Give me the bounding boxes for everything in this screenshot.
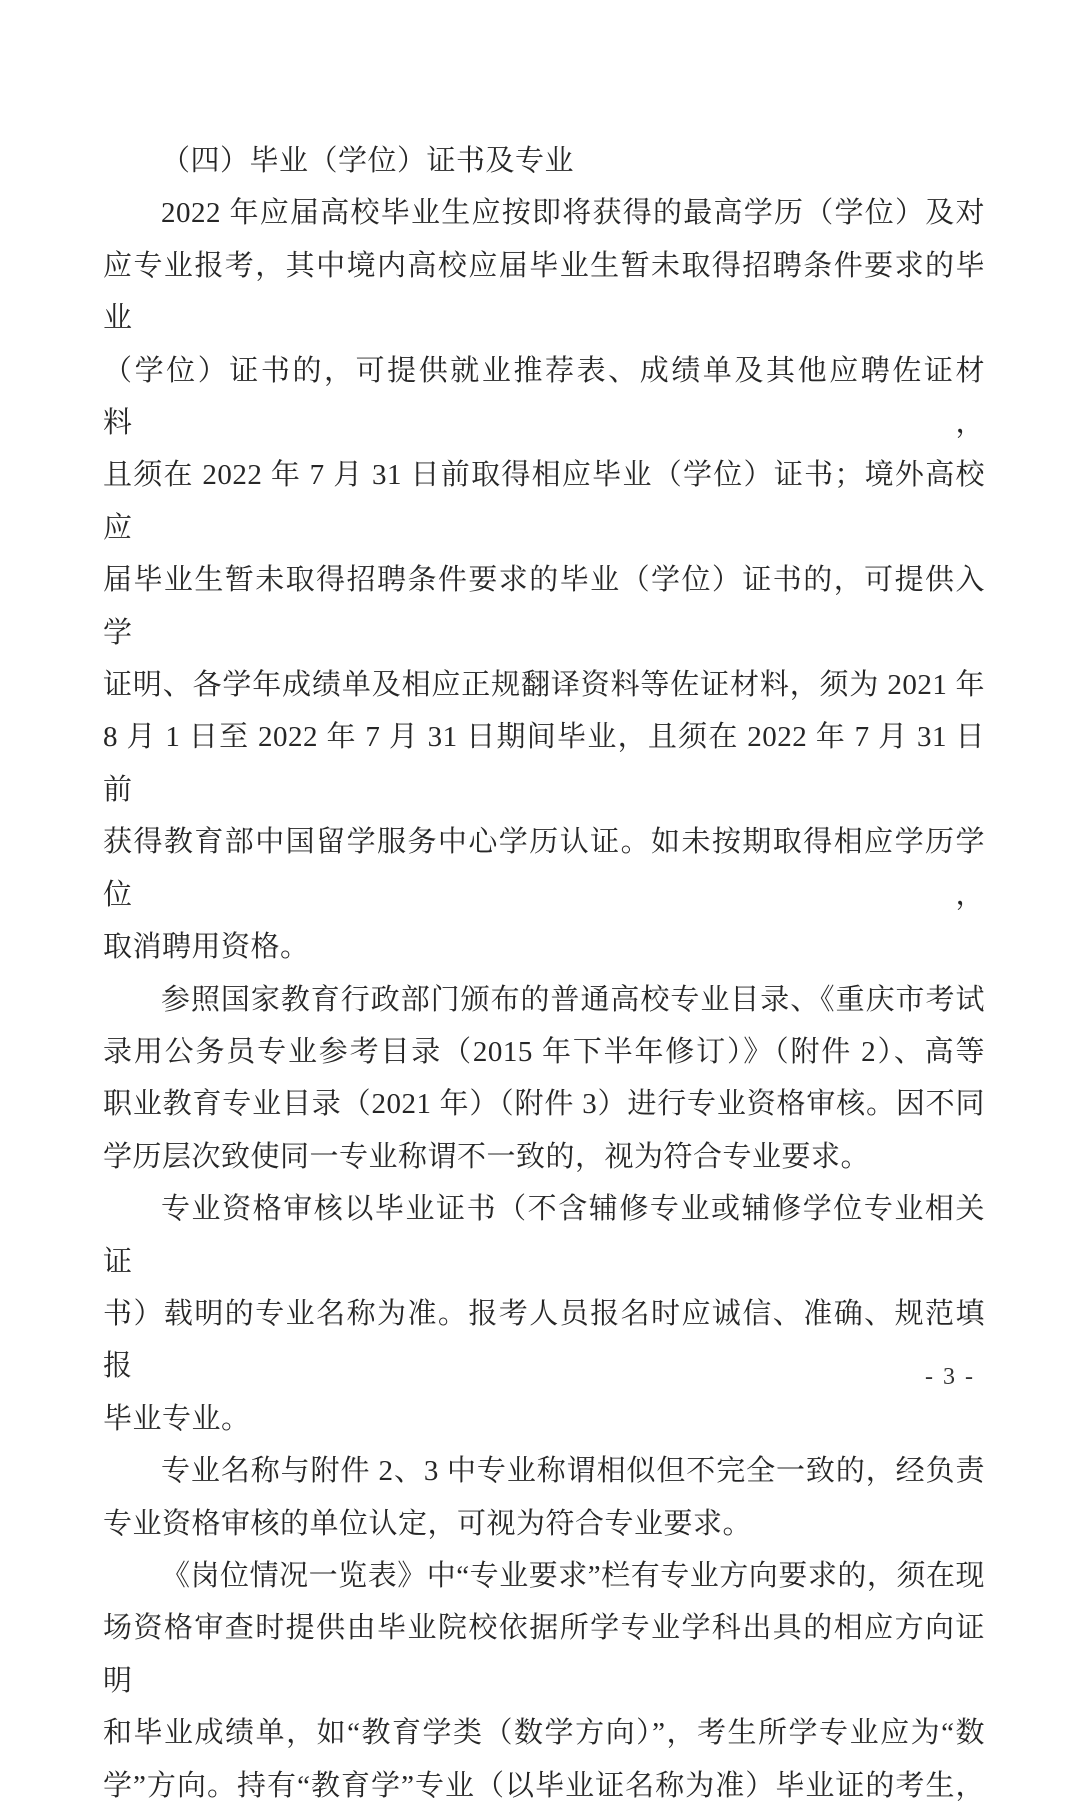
text-line: 和毕业成绩单，如“教育学类（数学方向）”，考生所学专业应为“数	[103, 1717, 985, 1750]
text-line: 书）载明的专业名称为准。报考人员报名时应诚信、准确、规范填报	[103, 1297, 985, 1383]
document-body	[103, 187, 985, 1812]
text-line: （学位）证书的，可提供就业推荐表、成绩单及其他应聘佐证材料，	[103, 354, 985, 440]
text-line: 专业资格审核以毕业证书（不含辅修专业或辅修学位专业相关证	[103, 1193, 985, 1278]
text-line: 毕业专业。	[103, 1402, 251, 1435]
text-line: 应专业报考，其中境内高校应届毕业生暂未取得招聘条件要求的毕业	[103, 249, 985, 335]
text-line: 专业资格审核的单位认定，可视为符合专业要求。	[103, 1507, 753, 1540]
text-line: 学”方向。持有“教育学”专业（以毕业证名称为准）毕业证的考生，	[103, 1769, 985, 1802]
text-line: 场资格审查时提供由毕业院校依据所学专业学科出具的相应方向证明	[103, 1612, 985, 1697]
text-line: 且须在 2022 年 7 月 31 日前取得相应毕业（学位）证书；境外高校应	[103, 459, 985, 544]
text-line: 专业名称与附件 2、3 中专业称谓相似但不完全一致的，经负责	[161, 1455, 985, 1488]
text-line: 录用公务员专业参考目录（2015 年下半年修订）》（附件 2）、高等	[103, 1035, 985, 1068]
text-line: 获得教育部中国留学服务中心学历认证。如未按期取得相应学历学位，	[103, 826, 985, 911]
text-line: 证明、各学年成绩单及相应正规翻译资料等佐证材料，须为 2021 年	[103, 669, 985, 702]
page-number: - 3 -	[925, 1364, 975, 1390]
text-line: 学历层次致使同一专业称谓不一致的，视为符合专业要求。	[103, 1140, 871, 1173]
text-line: 职业教育专业目录（2021 年）（附件 3）进行专业资格审核。因不同	[103, 1088, 985, 1121]
text-line: 取消聘用资格。	[103, 931, 310, 964]
text-line: 《岗位情况一览表》中“专业要求”栏有专业方向要求的，须在现	[161, 1559, 985, 1592]
text-line: 2022 年应届高校毕业生应按即将获得的最高学历（学位）及对	[161, 197, 985, 230]
section-heading: （四）毕业（学位）证书及专业	[161, 145, 575, 177]
text-line: 参照国家教育行政部门颁布的普通高校专业目录、《重庆市考试	[161, 983, 985, 1016]
text-line: 8 月 1 日至 2022 年 7 月 31 日期间毕业，且须在 2022 年 7 月 31 日前	[103, 721, 985, 806]
text-line: 届毕业生暂未取得招聘条件要求的毕业（学位）证书的，可提供入学	[103, 564, 985, 649]
